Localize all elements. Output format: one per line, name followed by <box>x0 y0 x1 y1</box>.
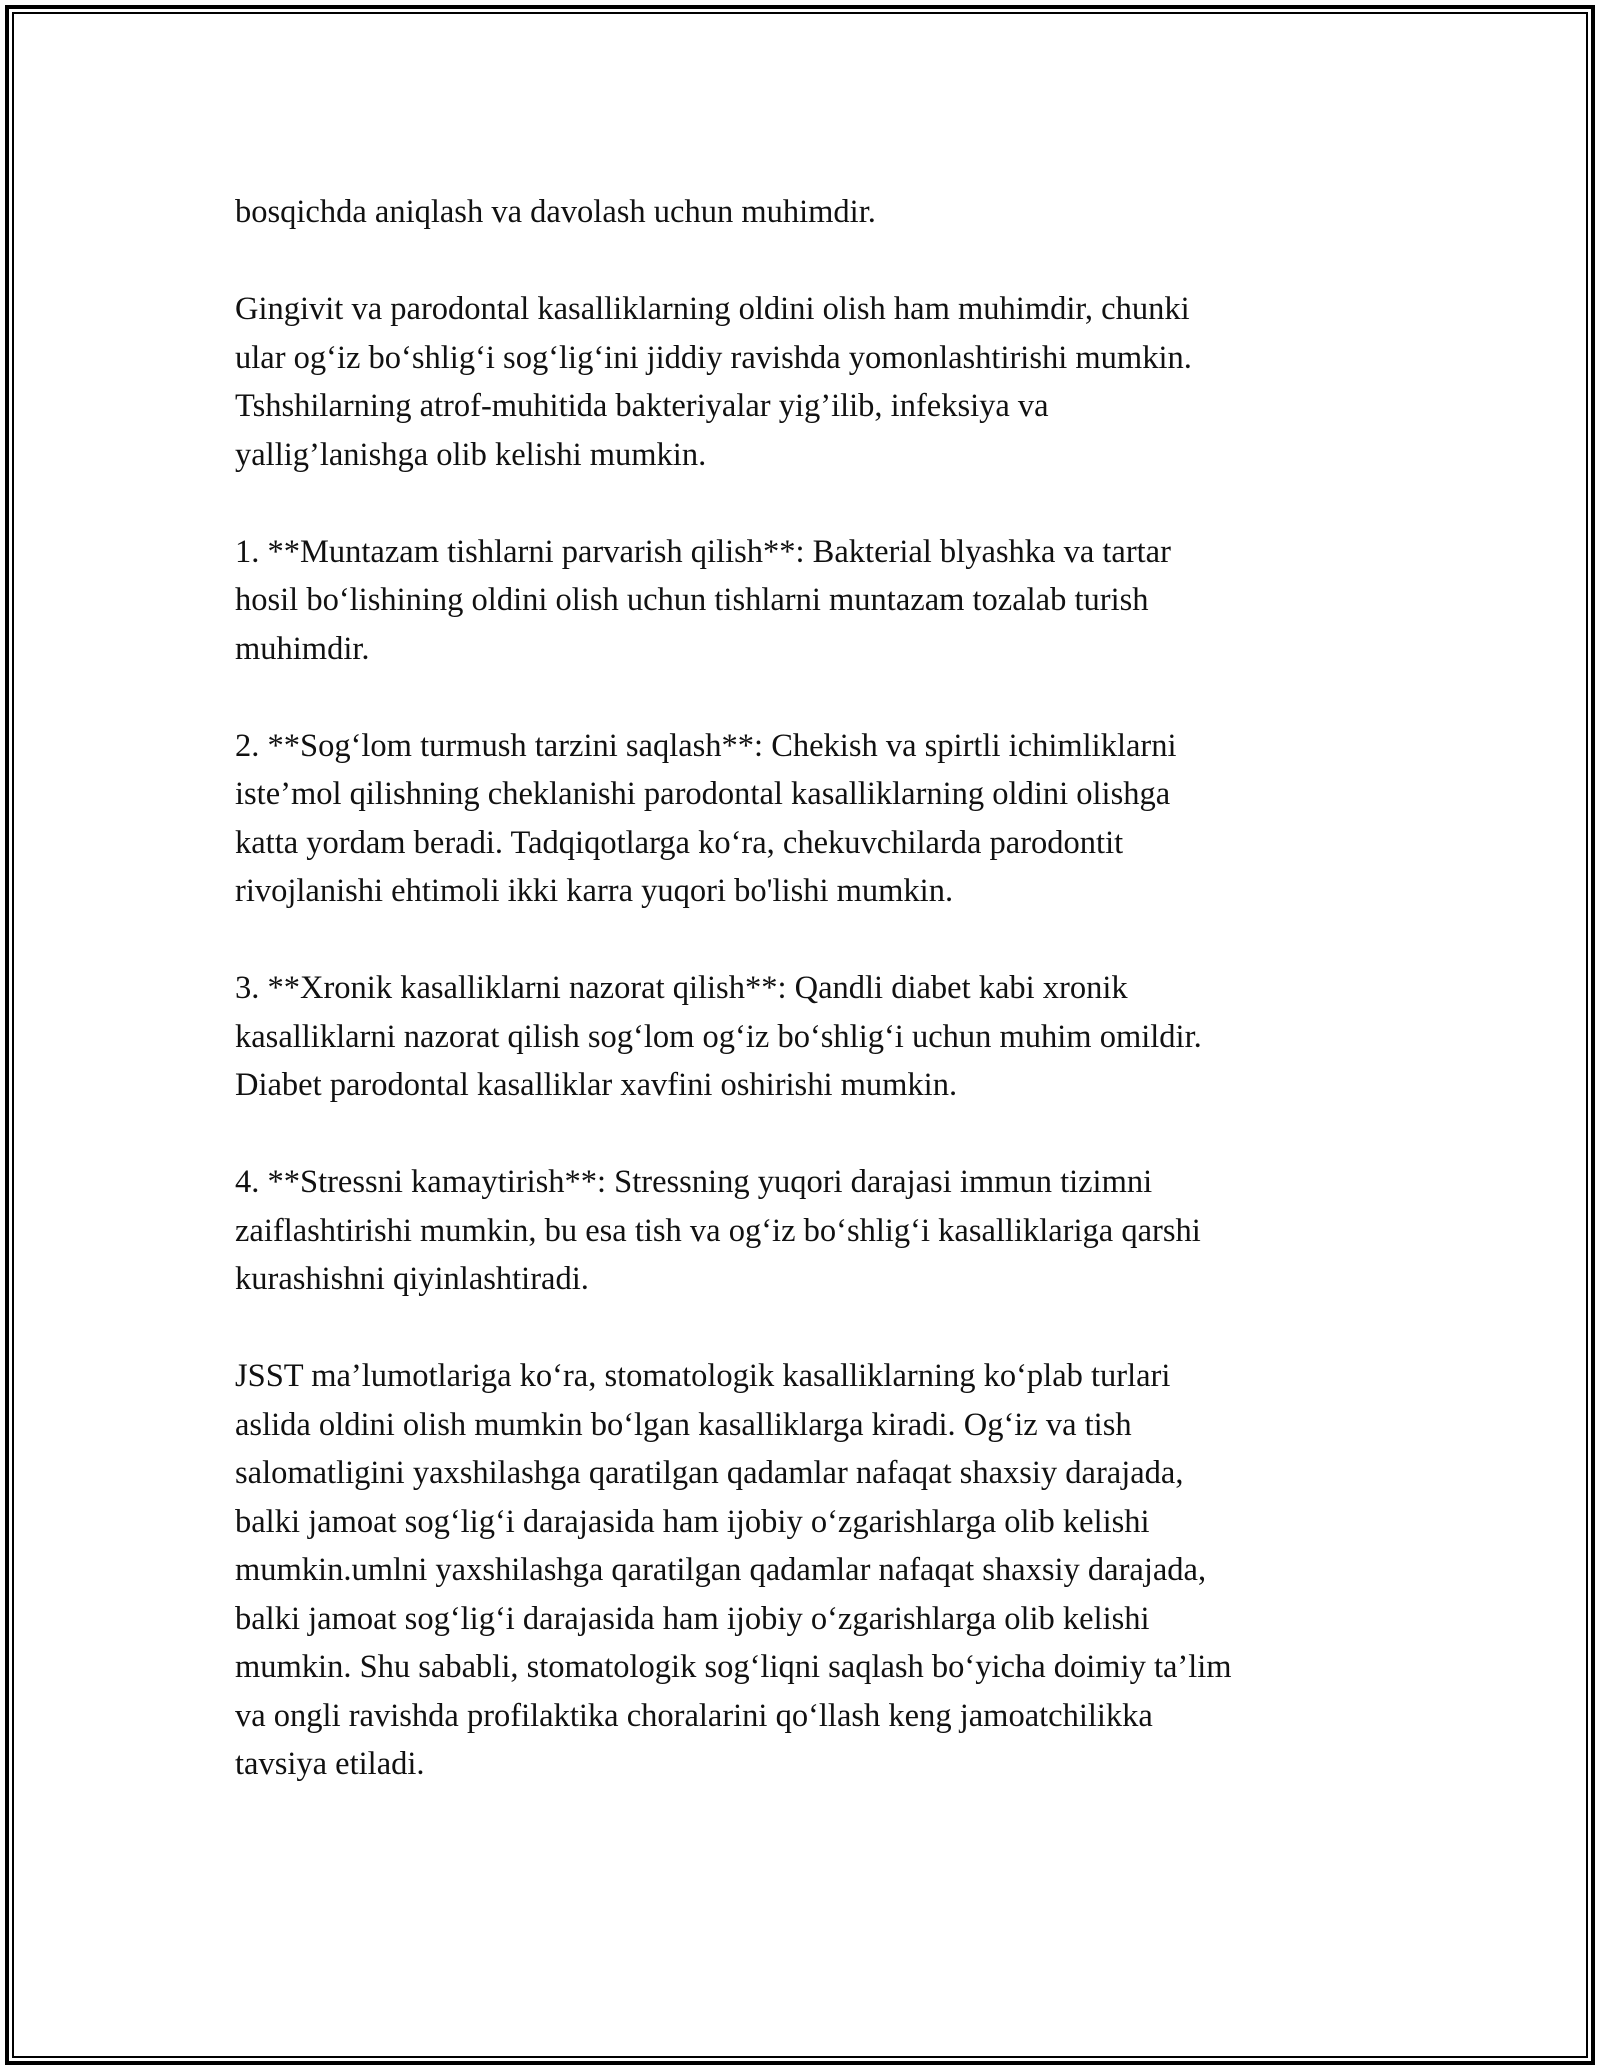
list-item-4-stress-reduction: 4. **Stressni kamaytirish**: Stressning yuqori darajasi immun tizimni zaiflashtirishi mumkin, bu esa tish va og‘iz bo‘shlig‘i kasalliklariga qarshi kurashishni qiyinlashtiradi. <box>235 1164 1201 1297</box>
document-body <box>235 188 1395 1789</box>
list-item-2-healthy-lifestyle: 2. **Sog‘lom turmush tarzini saqlash**: Chekish va spirtli ichimliklarni iste’mol qilishning cheklanishi parodontal kasalliklarning oldini olishga katta yordam beradi. Tadqiqotlarga ko‘ra, chekuvchilarda parodontit rivojlanishi ehtimoli ikki karra yuqori bo'lishi mumkin. <box>235 727 1177 909</box>
paragraph-gingivitis-prevention: Gingivit va parodontal kasalliklarning oldini olish ham muhimdir, chunki ular og‘iz bo‘shlig‘i sog‘lig‘ini jiddiy ravishda yomonlashtirishi mumkin. Tshshilarning atrof-muhitida bakteriyalar yig’ilib, infeksiya va yallig’lanishga olib kelishi mumkin. <box>235 291 1192 473</box>
paragraph-who-conclusion: JSST ma’lumotlariga ko‘ra, stomatologik kasalliklarning ko‘plab turlari aslida oldini olish mumkin bo‘lgan kasalliklarga kiradi. Og‘iz va tish salomatligini yaxshilashga qaratilgan qadamlar nafaqat shaxsiy darajada, balki jamoat sog‘lig‘i darajasida ham ijobiy o‘zgarishlarga olib kelishi mumkin.umlni yaxshilashga qaratilgan qadamlar nafaqat shaxsiy darajada, balki jamoat sog‘lig‘i darajasida ham ijobiy o‘zgarishlarga olib kelishi mumkin. Shu sababli, stomatologik sog‘liqni saqlash bo‘yicha doimiy ta’lim va ongli ravishda profilaktika choralarini qo‘llash keng jamoatchilikka tavsiya etiladi. <box>235 1358 1232 1782</box>
list-item-1-dental-care: 1. **Muntazam tishlarni parvarish qilish**: Bakterial blyashka va tartar hosil bo‘lishining oldini olish uchun tishlarni muntazam tozalab turish muhimdir. <box>235 533 1171 667</box>
list-item-3-chronic-disease-control: 3. **Xronik kasalliklarni nazorat qilish**: Qandli diabet kabi xronik kasalliklarni nazorat qilish sog‘lom og‘iz bo‘shlig‘i uchun muhim omildir. Diabet parodontal kasalliklar xavfini oshirishi mumkin. <box>235 970 1202 1103</box>
paragraph-intro-continuation: bosqichda aniqlash va davolash uchun muhimdir. <box>235 194 876 230</box>
